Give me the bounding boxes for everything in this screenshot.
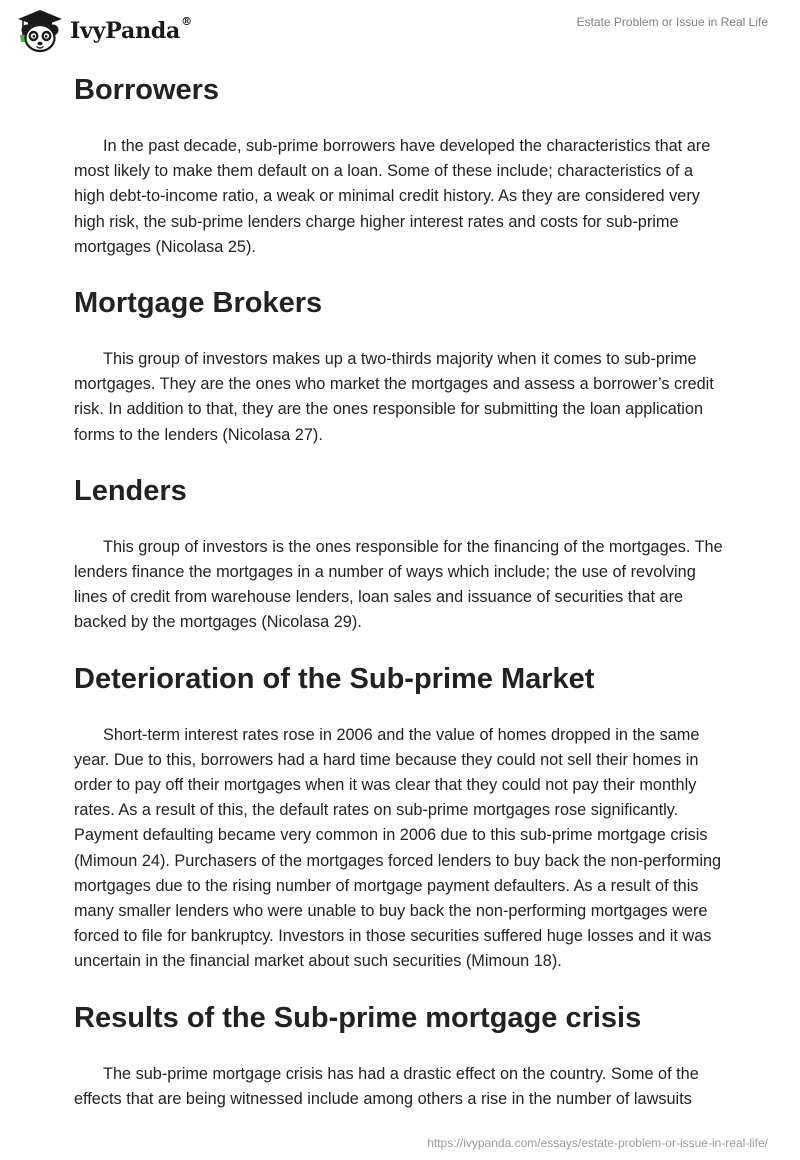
panda-logo-icon: [16, 8, 64, 54]
source-url-link[interactable]: https://ivypanda.com/essays/estate-problem-or-issue-in-real-life/: [427, 1136, 768, 1150]
logo-text: IvyPanda®: [70, 15, 192, 44]
ivypanda-logo[interactable]: [16, 8, 192, 54]
registered-mark: ®: [181, 15, 192, 28]
heading-results: Results of the Sub-prime mortgage crisis: [74, 1001, 642, 1034]
paragraph-lenders: This group of investors is the ones responsible for the financing of the mortgages. The lenders finance the mortgages in a number of ways which include; the use of revolving lines of credit from warehouse lenders, loan sales and issuance of securities that are backed by the mortgages (Nicolasa 29).: [74, 537, 723, 632]
heading-deterioration: Deterioration of the Sub-prime Market: [74, 662, 595, 695]
paragraph-borrowers: In the past decade, sub-prime borrowers have developed the characteristics that are most likely to make them default on a loan. Some of these include; characteristics of a high debt-to-income ratio, a weak or minimal credit history. As they are considered very high risk, the sub-prime lenders charge higher interest rates and costs for sub-prime mortgages (Nicolasa 25).: [74, 137, 711, 256]
paragraph-mortgage-brokers: This group of investors makes up a two-thirds majority when it comes to sub-prime mortgages. They are the ones who market the mortgages and assess a borrower’s credit risk. In addition to that, they are the ones responsible for submitting the loan application forms to the lenders (Nicolasa 27).: [74, 350, 714, 444]
page-header: [0, 0, 800, 60]
document-title: Estate Problem or Issue in Real Life: [576, 15, 768, 29]
heading-borrowers: Borrowers: [74, 74, 220, 106]
heading-mortgage-brokers: Mortgage Brokers: [74, 287, 323, 320]
paragraph-results: The sub-prime mortgage crisis has had a drastic effect on the country. Some of the effects that are being witnessed include among others a rise in the number of lawsuits: [74, 1064, 699, 1108]
essay-content: [74, 70, 726, 1112]
heading-lenders: Lenders: [74, 474, 187, 507]
paragraph-deterioration: Short-term interest rates rose in 2006 and the value of homes dropped in the same year. Due to this, borrowers had a hard time because they could not sell their homes in order to pay off their mortgages when it was clear that they could not pay their monthly rates. As a result of this, the default rates on sub-prime mortgages rose significantly. Payment defaulting became very common in 2006 due to this sub-prime mortgage crisis (Mimoun 24). Purchasers of the mortgages forced lenders to buy back the non-performing mortgages due to the rising number of mortgage payment defaulters. As a result of this many smaller lenders who were unable to buy back the non-performing mortgages were forced to file for bankruptcy. Investors in those securities suffered huge losses and it was uncertain in the financial market about such securities (Mimoun 18).: [74, 725, 722, 971]
